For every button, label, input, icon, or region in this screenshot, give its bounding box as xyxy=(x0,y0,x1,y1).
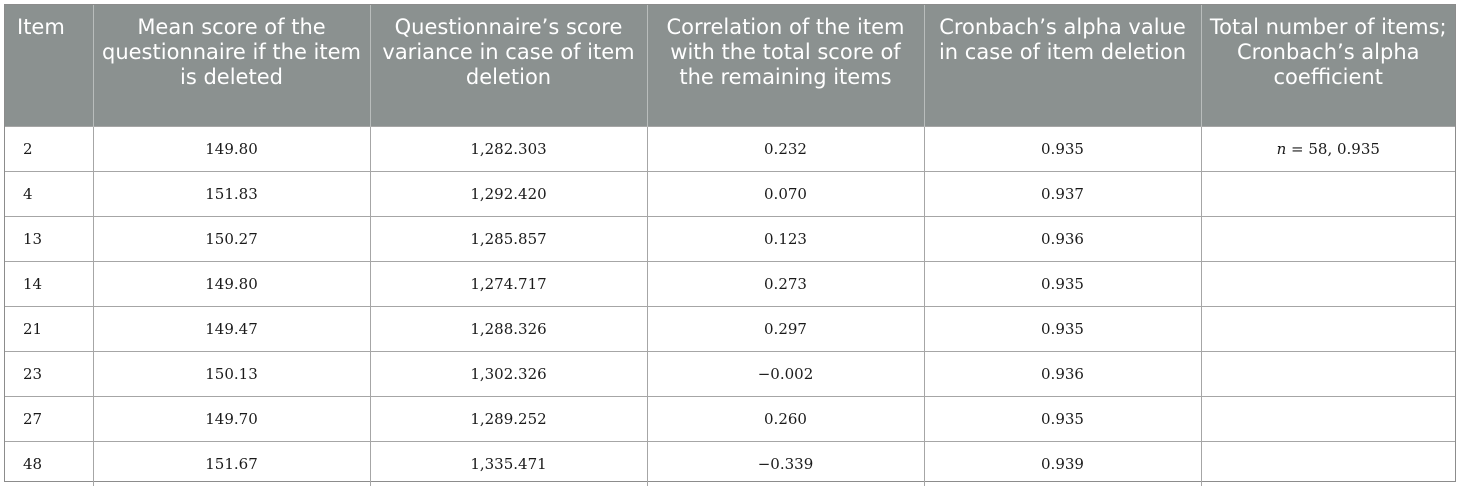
summary-n-symbol: n xyxy=(1276,139,1287,158)
summary-value: = 58, 0.935 xyxy=(1286,139,1380,158)
cell-summary-empty xyxy=(1201,396,1455,441)
table-row xyxy=(5,306,1455,351)
cell-score-variance: 1,282.303 xyxy=(370,126,647,171)
cell-score-variance: 1,335.471 xyxy=(370,441,647,486)
table-row xyxy=(5,396,1455,441)
cell-correlation: 0.297 xyxy=(647,306,924,351)
cell-alpha: 0.936 xyxy=(924,216,1201,261)
cell-item: 4 xyxy=(5,171,93,216)
header-score-variance: Questionnaire’s score variance in case of item deletion xyxy=(370,5,647,126)
header-total-items-alpha: Total number of items; Cronbach’s alpha coefficient xyxy=(1201,5,1455,126)
header-item: Item xyxy=(5,5,93,126)
item-deletion-table xyxy=(5,5,1455,486)
cell-item: 14 xyxy=(5,261,93,306)
cell-summary-empty xyxy=(1201,441,1455,486)
cell-score-variance: 1,274.717 xyxy=(370,261,647,306)
cell-correlation: 0.123 xyxy=(647,216,924,261)
cell-mean-score: 150.13 xyxy=(93,351,370,396)
cell-alpha: 0.935 xyxy=(924,306,1201,351)
header-row xyxy=(5,5,1455,126)
table-row xyxy=(5,126,1455,171)
cell-alpha: 0.936 xyxy=(924,351,1201,396)
cell-summary-empty xyxy=(1201,171,1455,216)
cell-item: 13 xyxy=(5,216,93,261)
table-row xyxy=(5,216,1455,261)
cell-alpha: 0.935 xyxy=(924,396,1201,441)
header-alpha-if-deleted: Cronbach’s alpha value in case of item deletion xyxy=(924,5,1201,126)
cell-mean-score: 151.83 xyxy=(93,171,370,216)
cell-mean-score: 149.47 xyxy=(93,306,370,351)
cell-mean-score: 149.80 xyxy=(93,126,370,171)
cell-score-variance: 1,288.326 xyxy=(370,306,647,351)
cell-item: 21 xyxy=(5,306,93,351)
cell-score-variance: 1,292.420 xyxy=(370,171,647,216)
cell-alpha: 0.935 xyxy=(924,261,1201,306)
header-item-total-correlation: Correlation of the item with the total score of the remaining items xyxy=(647,5,924,126)
cell-item: 23 xyxy=(5,351,93,396)
cell-item: 2 xyxy=(5,126,93,171)
cell-correlation: 0.070 xyxy=(647,171,924,216)
cell-summary xyxy=(1201,126,1455,171)
cell-alpha: 0.935 xyxy=(924,126,1201,171)
table-row xyxy=(5,261,1455,306)
cell-summary-empty xyxy=(1201,351,1455,396)
cell-summary-empty xyxy=(1201,261,1455,306)
cell-correlation: 0.273 xyxy=(647,261,924,306)
cell-mean-score: 150.27 xyxy=(93,216,370,261)
data-table-container xyxy=(4,4,1456,482)
table-row xyxy=(5,441,1455,486)
cell-correlation: 0.260 xyxy=(647,396,924,441)
cell-summary-empty xyxy=(1201,306,1455,351)
table-row xyxy=(5,171,1455,216)
cell-correlation: −0.339 xyxy=(647,441,924,486)
header-mean-score: Mean score of the questionnaire if the item is deleted xyxy=(93,5,370,126)
cell-item: 48 xyxy=(5,441,93,486)
cell-score-variance: 1,285.857 xyxy=(370,216,647,261)
table-row xyxy=(5,351,1455,396)
cell-correlation: −0.002 xyxy=(647,351,924,396)
cell-summary-empty xyxy=(1201,216,1455,261)
cell-mean-score: 149.80 xyxy=(93,261,370,306)
cell-alpha: 0.937 xyxy=(924,171,1201,216)
cell-score-variance: 1,302.326 xyxy=(370,351,647,396)
cell-item: 27 xyxy=(5,396,93,441)
cell-alpha: 0.939 xyxy=(924,441,1201,486)
cell-mean-score: 151.67 xyxy=(93,441,370,486)
cell-correlation: 0.232 xyxy=(647,126,924,171)
cell-score-variance: 1,289.252 xyxy=(370,396,647,441)
cell-mean-score: 149.70 xyxy=(93,396,370,441)
